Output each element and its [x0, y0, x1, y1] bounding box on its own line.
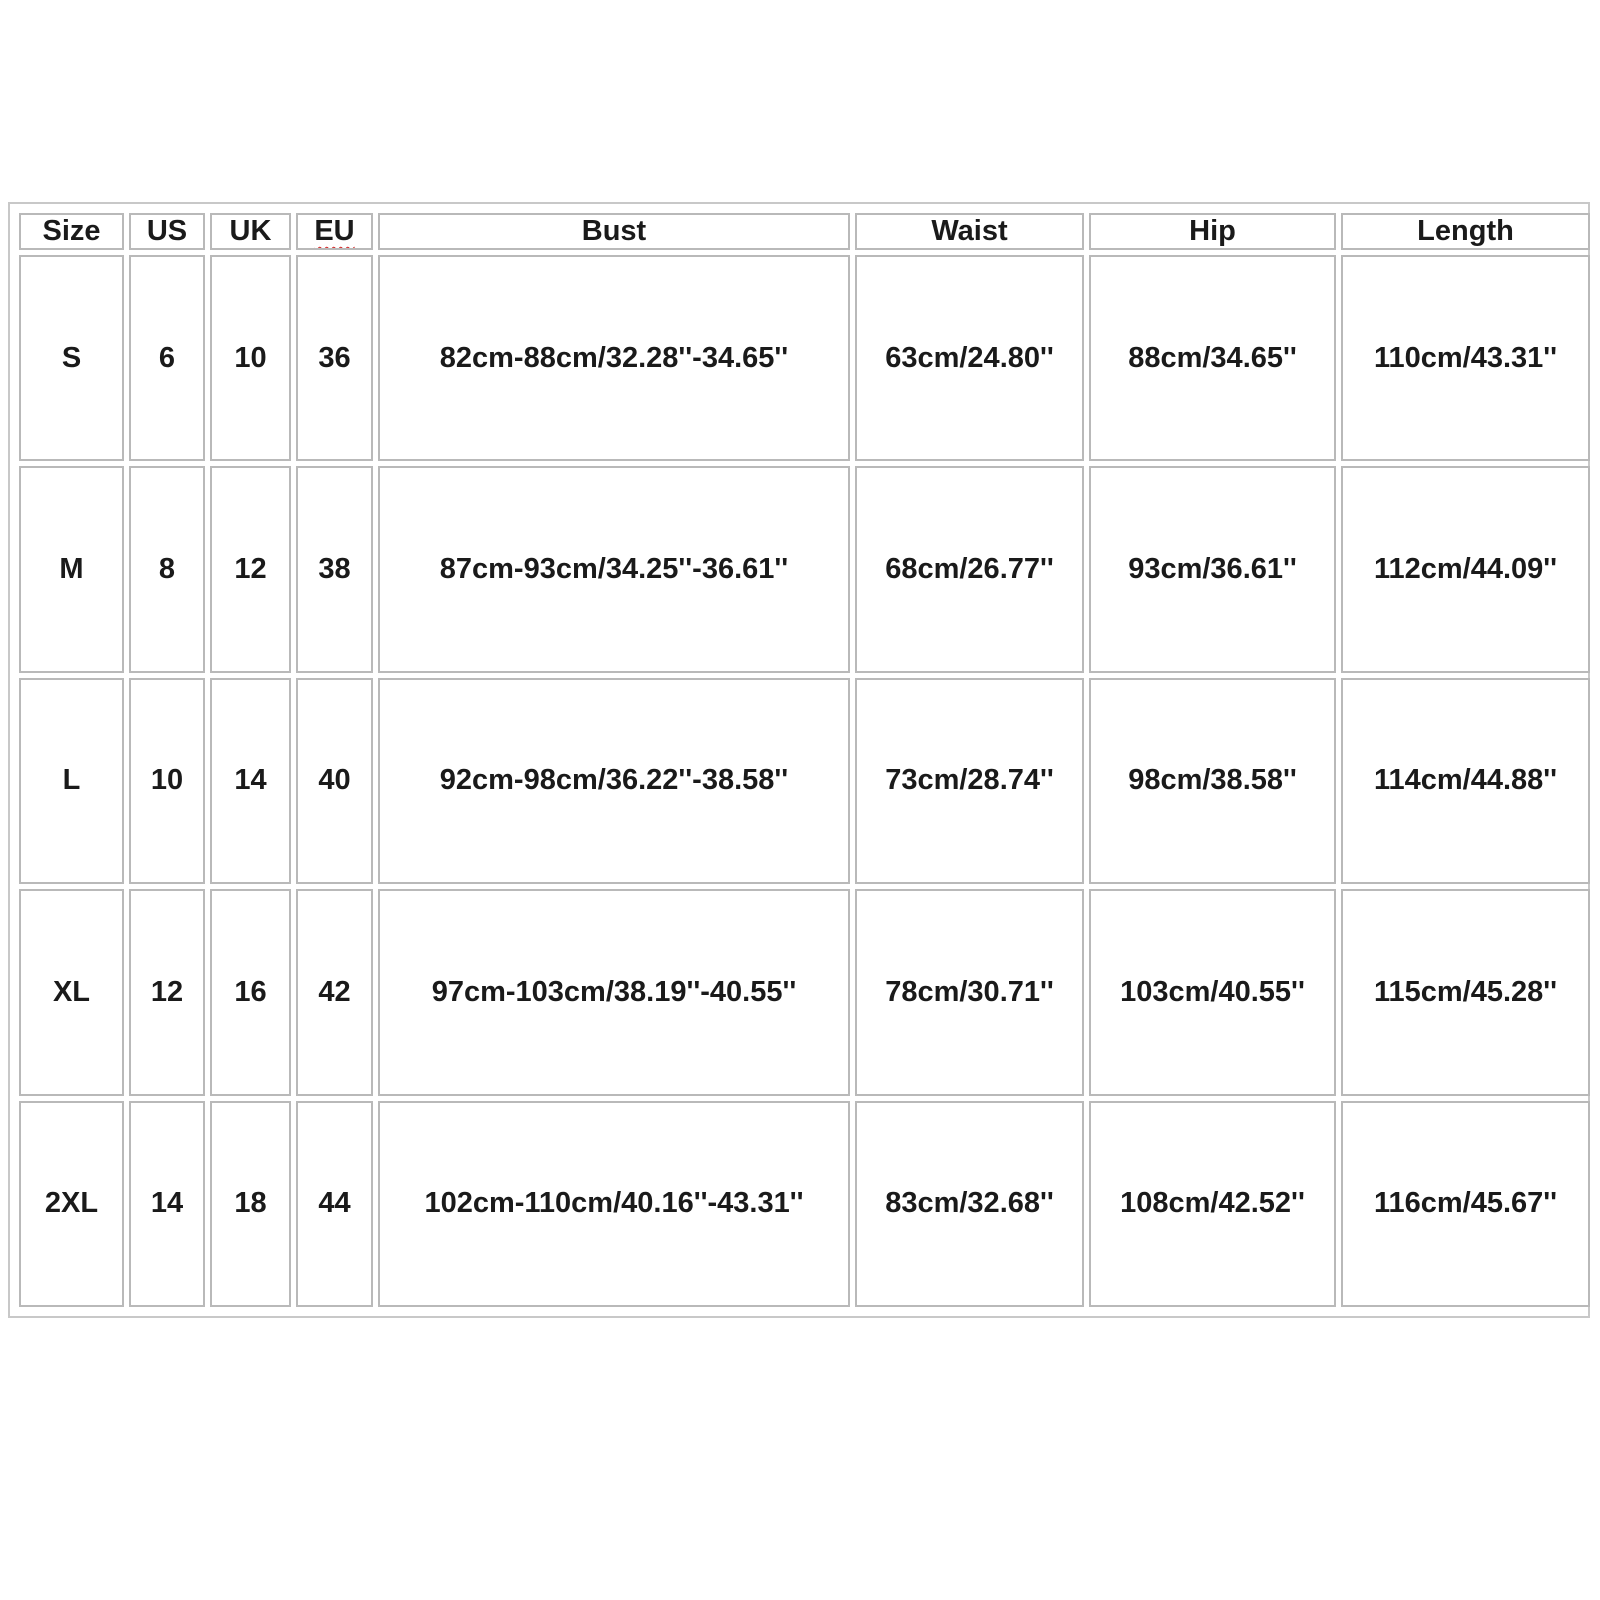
cell-eu: 36: [296, 255, 373, 461]
size-chart: [8, 202, 1590, 1318]
cell-hip: 93cm/36.61'': [1089, 466, 1336, 672]
header-us: US: [129, 213, 205, 250]
table-row: [19, 678, 1590, 884]
cell-size: S: [19, 255, 124, 461]
cell-hip: 98cm/38.58'': [1089, 678, 1336, 884]
cell-eu: 38: [296, 466, 373, 672]
cell-waist: 78cm/30.71'': [855, 889, 1084, 1095]
header-uk: UK: [210, 213, 291, 250]
cell-length: 114cm/44.88'': [1341, 678, 1590, 884]
header-waist: Waist: [855, 213, 1084, 250]
cell-us: 14: [129, 1101, 205, 1307]
table-row: [19, 255, 1590, 461]
cell-us: 6: [129, 255, 205, 461]
cell-size: L: [19, 678, 124, 884]
cell-size: 2XL: [19, 1101, 124, 1307]
header-row: [19, 213, 1590, 250]
cell-length: 112cm/44.09'': [1341, 466, 1590, 672]
cell-hip: 108cm/42.52'': [1089, 1101, 1336, 1307]
cell-us: 8: [129, 466, 205, 672]
header-hip: Hip: [1089, 213, 1336, 250]
cell-bust: 102cm-110cm/40.16''-43.31'': [378, 1101, 850, 1307]
cell-size: XL: [19, 889, 124, 1095]
cell-uk: 12: [210, 466, 291, 672]
cell-uk: 16: [210, 889, 291, 1095]
table-row: [19, 466, 1590, 672]
cell-waist: 73cm/28.74'': [855, 678, 1084, 884]
cell-eu: 42: [296, 889, 373, 1095]
cell-eu: 40: [296, 678, 373, 884]
table-row: [19, 1101, 1590, 1307]
cell-bust: 92cm-98cm/36.22''-38.58'': [378, 678, 850, 884]
size-chart-table: [14, 208, 1595, 1312]
cell-us: 10: [129, 678, 205, 884]
cell-length: 110cm/43.31'': [1341, 255, 1590, 461]
cell-hip: 103cm/40.55'': [1089, 889, 1336, 1095]
cell-us: 12: [129, 889, 205, 1095]
table-row: [19, 889, 1590, 1095]
header-eu-label: EU: [314, 215, 355, 247]
cell-size: M: [19, 466, 124, 672]
cell-hip: 88cm/34.65'': [1089, 255, 1336, 461]
cell-bust: 82cm-88cm/32.28''-34.65'': [378, 255, 850, 461]
cell-waist: 68cm/26.77'': [855, 466, 1084, 672]
cell-bust: 87cm-93cm/34.25''-36.61'': [378, 466, 850, 672]
header-size: Size: [19, 213, 124, 250]
header-bust: Bust: [378, 213, 850, 250]
cell-uk: 10: [210, 255, 291, 461]
cell-length: 116cm/45.67'': [1341, 1101, 1590, 1307]
cell-uk: 14: [210, 678, 291, 884]
cell-waist: 83cm/32.68'': [855, 1101, 1084, 1307]
cell-length: 115cm/45.28'': [1341, 889, 1590, 1095]
cell-uk: 18: [210, 1101, 291, 1307]
cell-waist: 63cm/24.80'': [855, 255, 1084, 461]
header-eu: [296, 213, 373, 250]
cell-eu: 44: [296, 1101, 373, 1307]
cell-bust: 97cm-103cm/38.19''-40.55'': [378, 889, 850, 1095]
header-length: Length: [1341, 213, 1590, 250]
